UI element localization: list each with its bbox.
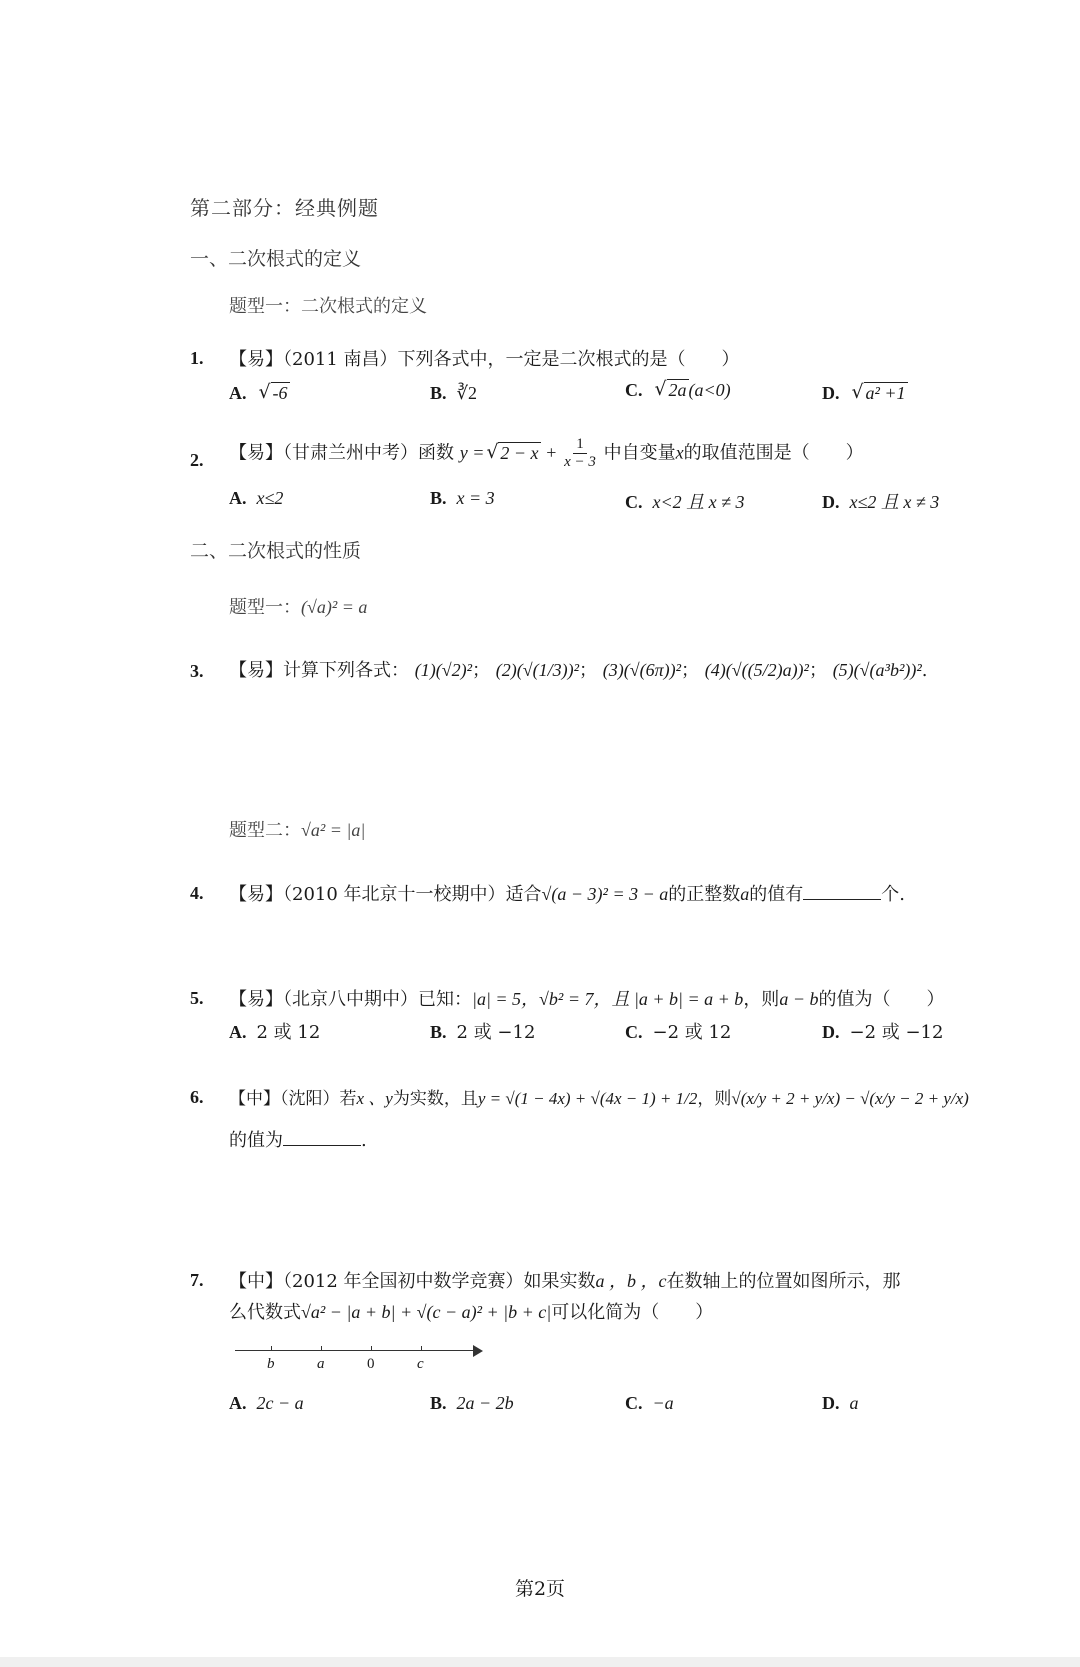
question-2-option-d: D. x≤2 且 x ≠ 3 [822,492,940,512]
number-line [235,1340,495,1380]
question-5-number: 5. [190,988,204,1008]
scan-edge [0,1657,1080,1667]
question-5-option-d: D. −2 或 −12 [822,1022,944,1043]
question-7-text: 【中】（2012 年全国初中数学竞赛）如果实数a ，b ，c在数轴上的位置如图所示，那 [229,1271,901,1292]
number-line-tick [421,1346,422,1351]
question-1-text: 【易】（2011 南昌）下列各式中，一定是二次根式的是（ ） [229,349,740,370]
number-line-arrow [473,1345,483,1357]
section-2-title: 二、二次根式的性质 [190,540,362,562]
section-2-type-2: 题型二：√a² = |a| [229,820,366,841]
number-line-label-zero: 0 [367,1356,375,1372]
question-6-number: 6. [190,1087,204,1107]
section-2-type-1: 题型一：(√a)² = a [229,597,368,618]
question-1-option-a: A.√ -6 [229,383,290,404]
question-3-text: 【易】计算下列各式： (1)(√2)²； (2)(√(1/3))²； (3)(√(6π))²； (4)(√((5/2)a))²； (5)(√(a³b²))². [229,660,928,681]
question-7-text-cont: 么代数式√a² − |a + b| + √(c − a)² + |b + c|可以化简为（ ） [229,1302,714,1323]
number-line-label-c: c [417,1356,424,1372]
question-2-text: 【易】（甘肃兰州中考）函数 y =√ 2 − x + $\frac{1}{x - 3}$ 中自变量x的取值范围是（ ） [229,436,864,471]
question-7-option-b: B. 2a − 2b [430,1393,514,1413]
answer-blank [803,883,881,900]
question-5-option-c: C. −2 或 12 [625,1022,732,1043]
section-1-title: 一、二次根式的定义 [190,248,362,270]
number-line-label-b: b [267,1356,275,1372]
question-2-number: 2. [190,450,204,470]
question-1-number: 1. [190,348,204,368]
number-line-tick [371,1346,372,1351]
question-6-text: 【中】（沈阳）若x 、y为实数，且y = √(1 − 4x) + √(4x − 1) + 1/2，则√(x/y + 2 + y/x) − √(x/y − 2 + y/x) [229,1089,969,1109]
question-5-option-a: A. 2 或 12 [229,1022,321,1043]
question-6-text-cont: 的值为 . [229,1130,367,1151]
question-3-number: 3. [190,661,204,681]
part-title: 第二部分：经典例题 [190,196,379,220]
question-5-text: 【易】（北京八中期中）已知：|a| = 5，√b² = 7，且 |a + b| = a + b，则a − b的值为（ ） [229,989,945,1010]
question-4-number: 4. [190,883,204,903]
page-number: 第2页 [514,1578,566,1600]
question-7-number: 7. [190,1270,204,1290]
question-1-option-b: B. ∛2 [430,383,477,403]
answer-blank [283,1129,361,1146]
section-1-type-1: 题型一：二次根式的定义 [229,296,427,317]
question-7-option-d: D. a [822,1393,859,1413]
question-7-option-a: A. 2c − a [229,1393,304,1413]
question-4-text: 【易】（2010 年北京十一校期中）适合√(a − 3)² = 3 − a的正整数a的值有 个. [229,884,905,905]
number-line-tick [321,1346,322,1351]
question-2-option-a: A. x≤2 [229,488,284,508]
question-7-option-c: C. −a [625,1393,674,1413]
question-1-option-c: C.√ 2a (a<0) [625,380,731,401]
number-line-label-a: a [317,1356,325,1372]
question-2-option-c: C. x<2 且 x ≠ 3 [625,492,745,512]
question-1-option-d: D.√ a² +1 [822,383,908,404]
question-2-option-b: B. x = 3 [430,488,495,508]
number-line-tick [271,1346,272,1351]
question-5-option-b: B. 2 或 −12 [430,1022,536,1043]
